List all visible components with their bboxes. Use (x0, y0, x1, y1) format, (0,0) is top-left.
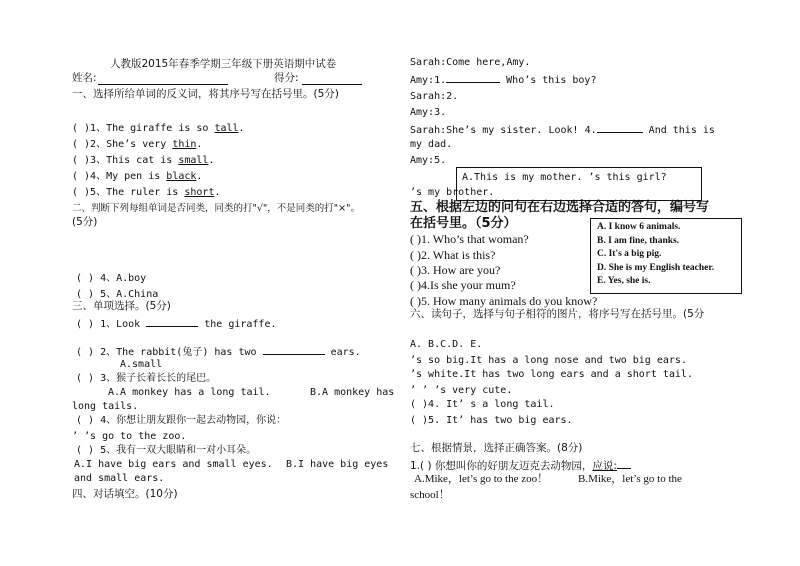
section3-heading: 三、单项选择。(5分) (72, 300, 171, 312)
s1-item-5: ( )5、The ruler is short. (72, 187, 221, 198)
dialog-blank-4 (597, 122, 643, 133)
s3-q4-answer: ’ ’s go to the zoo. (72, 431, 187, 442)
s5-question-4: ( )4.Is she your mum? (410, 278, 516, 292)
s5-question-5: ( )5. How many animals do you know? (410, 294, 598, 308)
s6-picture-labels: A. B.C.D. E. (410, 339, 483, 350)
s7-option-b-cont: school！ (410, 489, 450, 501)
s1-item-1: ( )1、The giraffe is so tall. (72, 123, 245, 134)
s3-q3: ( ) 3、猴子长着长长的尾巴。 (76, 373, 217, 384)
dialog-line-1: Sarah:Come here,Amy. (410, 57, 531, 68)
section6-heading: 六、读句子，选择与句子相符的图片，将序号写在括号里。(5分 (410, 308, 705, 320)
s5-question-3: ( )3. How are you? (410, 263, 501, 277)
section4-heading: 四、对话填空。(10分) (72, 488, 178, 500)
s5-question-2: ( )2. What is this? (410, 248, 496, 262)
dialog-line-3: Sarah:2. (410, 91, 459, 102)
s2-item-4: ( ) 4、A.boy (76, 273, 147, 284)
s3-q2: ( ) 2、The rabbit(兔子) has two ears. (76, 344, 361, 359)
s3-q1: ( ) 1、Look the giraffe. (76, 316, 277, 331)
s6-line-2: ’s white.It has two long ears and a short tail. (410, 369, 693, 380)
dialog-line-6: my dad. (410, 139, 453, 150)
s6-line-1: ’s so big.It has a long nose and two big ears. (410, 355, 687, 366)
s7-option-b: B.Mike，let’s go to the (578, 473, 682, 485)
section5-heading-line-1: 五、根据左边的问句在右边选择合适的答句，编号写 (410, 200, 710, 215)
name-label: 姓名: (72, 72, 97, 84)
s5-question-1: ( )1. Who’s that woman? (410, 232, 529, 246)
s3-q3-option-a: A.A monkey has a long tail. (108, 387, 271, 398)
s1-item-4: ( )4、My pen is black. (72, 171, 203, 182)
dialog-line-7: Amy:5. (410, 155, 447, 166)
dialog-options-line-1: A.This is my mother. ’s this girl? (462, 172, 667, 183)
s5-option-c: C. It's a big pig. (597, 249, 662, 260)
s1-item-3: ( )3、This cat is small. (72, 155, 215, 166)
section7-heading: 七、根据情景，选择正确答案。(8分) (410, 442, 583, 454)
s5-option-d: D. She is my English teacher. (597, 262, 715, 273)
s6-line-3: ’ ’ ’s very cute. (410, 385, 513, 396)
s5-option-e: E. Yes, she is. (597, 276, 651, 287)
dialog-options-line-2: ’s my brother. (410, 187, 495, 198)
section1-heading: 一、选择所给单词的反义词，将其序号写在括号里。(5分) (72, 88, 339, 100)
exam-title: 人教版2015年春季学期三年级下册英语期中试卷 (110, 58, 337, 70)
s3-q5-option-a: A.I have big ears and small eyes. (74, 459, 273, 470)
s3-q2-blank (263, 344, 325, 355)
s6-line-5: ( )5. It’ has two big ears. (410, 415, 573, 426)
section5-heading-line-2: 在括号里。（5分） (410, 216, 517, 231)
score-label: 得分: (274, 72, 299, 84)
s3-q5-option-b: B.I have big eyes (286, 459, 389, 470)
s3-q1-blank (146, 316, 198, 327)
score-field[interactable] (302, 74, 362, 85)
s3-q5: ( ) 5、我有一双大眼睛和一对小耳朵。 (76, 445, 257, 456)
s2-item-5: ( ) 5、A.China (76, 289, 159, 300)
s1-item-2: ( )2、She’s very thin. (72, 139, 203, 150)
section2-heading: 二、判断下列每组单词是否同类，同类的打"√"，不是同类的打"×"。 (72, 203, 360, 214)
s7-option-a: A.Mike，let’s go to the zoo！ (414, 473, 549, 485)
s3-q5-option-b-cont: and small ears. (74, 473, 165, 484)
s6-line-4: ( )4. It’ s a long tail. (410, 399, 555, 410)
dialog-line-2: Amy:1. Who’s this boy? (410, 72, 596, 87)
s3-q4: ( ) 4、你想让朋友跟你一起去动物园，你说： (76, 415, 287, 426)
section2-score: (5分) (72, 216, 98, 228)
s3-q3-option-b: B.A monkey has (310, 387, 395, 398)
s3-q3-option-b-cont: long tails. (72, 401, 139, 412)
s7-question-1: 1.( ) 你想叫你的好朋友迈克去动物园，应说: (410, 458, 631, 473)
dialog-line-4: Amy:3. (410, 107, 447, 118)
dialog-blank-1 (446, 72, 500, 83)
s3-q2-option: A.small (120, 359, 163, 370)
name-field[interactable] (98, 74, 228, 85)
s5-option-b: B. I am fine, thanks. (597, 235, 680, 246)
dialog-line-5: Sarah:She’s my sister. Look! 4. And this is (410, 122, 715, 137)
s5-answer-box (590, 218, 742, 294)
s5-option-a: A. I know 6 animals. (597, 222, 681, 232)
